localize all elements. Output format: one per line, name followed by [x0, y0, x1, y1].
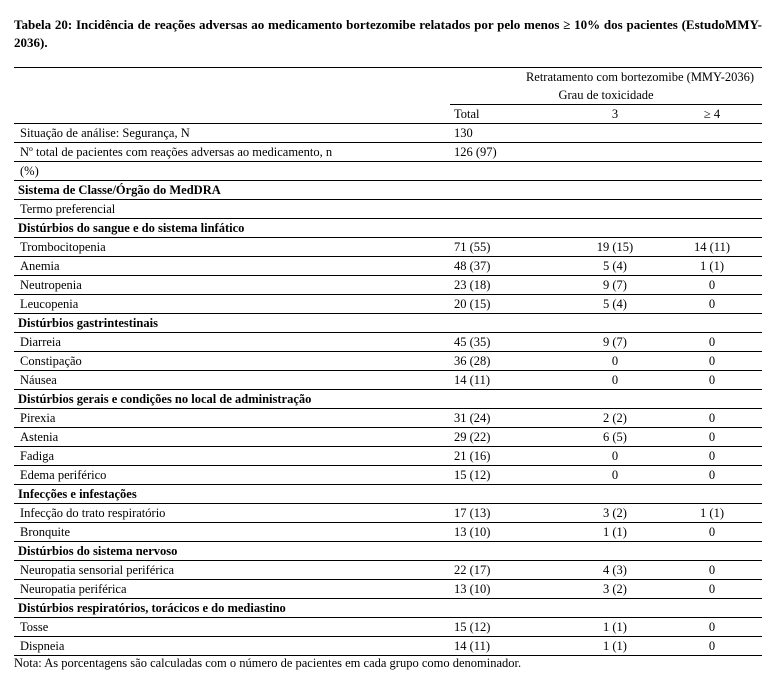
cell-grade-4: 0	[662, 561, 762, 580]
cell-total	[450, 200, 568, 219]
cell-grade-3: 0	[568, 447, 662, 466]
cell-grade-4: 0	[662, 580, 762, 599]
cell-grade-3	[568, 599, 662, 618]
row-label: Astenia	[14, 428, 450, 447]
cell-total: 31 (24)	[450, 409, 568, 428]
cell-grade-3: 0	[568, 466, 662, 485]
cell-grade-4: 0	[662, 352, 762, 371]
cell-grade-4: 1 (1)	[662, 257, 762, 276]
row-label: Trombocitopenia	[14, 238, 450, 257]
cell-grade-4	[662, 219, 762, 238]
col-header-grade-3: 3	[568, 105, 662, 124]
cell-grade-4: 1 (1)	[662, 504, 762, 523]
cell-total: 14 (11)	[450, 371, 568, 390]
cell-grade-3: 5 (4)	[568, 257, 662, 276]
cell-grade-3: 5 (4)	[568, 295, 662, 314]
row-label: Nº total de pacientes com reações adversas ao medicamento, n	[14, 143, 450, 162]
cell-grade-3: 3 (2)	[568, 504, 662, 523]
section-heading: Distúrbios do sangue e do sistema linfático	[14, 219, 450, 238]
row-label: Situação de análise: Segurança, N	[14, 124, 450, 143]
cell-grade-3	[568, 314, 662, 333]
cell-total: 15 (12)	[450, 618, 568, 637]
cell-grade-4	[662, 314, 762, 333]
cell-grade-3: 6 (5)	[568, 428, 662, 447]
cell-grade-3	[568, 485, 662, 504]
cell-total: 13 (10)	[450, 523, 568, 542]
cell-grade-3: 3 (2)	[568, 580, 662, 599]
cell-grade-4	[662, 542, 762, 561]
cell-total: 21 (16)	[450, 447, 568, 466]
cell-grade-4	[662, 162, 762, 181]
cell-grade-3: 0	[568, 352, 662, 371]
adverse-reactions-table	[14, 67, 762, 656]
cell-grade-4	[662, 390, 762, 409]
cell-total	[450, 542, 568, 561]
cell-total: 17 (13)	[450, 504, 568, 523]
cell-grade-3: 19 (15)	[568, 238, 662, 257]
section-heading: Distúrbios gastrintestinais	[14, 314, 450, 333]
cell-total: 126 (97)	[450, 143, 568, 162]
cell-grade-4	[662, 181, 762, 200]
cell-total: 48 (37)	[450, 257, 568, 276]
cell-grade-3: 9 (7)	[568, 276, 662, 295]
cell-grade-3	[568, 390, 662, 409]
cell-total: 71 (55)	[450, 238, 568, 257]
row-label: Diarreia	[14, 333, 450, 352]
cell-total: 20 (15)	[450, 295, 568, 314]
row-label: Náusea	[14, 371, 450, 390]
cell-grade-3: 9 (7)	[568, 333, 662, 352]
cell-grade-3	[568, 124, 662, 143]
row-label: Leucopenia	[14, 295, 450, 314]
cell-grade-3	[568, 219, 662, 238]
row-label: Fadiga	[14, 447, 450, 466]
cell-total	[450, 390, 568, 409]
cell-grade-4: 0	[662, 276, 762, 295]
section-heading: Distúrbios respiratórios, torácicos e do mediastino	[14, 599, 450, 618]
section-heading: Sistema de Classe/Órgão do MedDRA	[14, 181, 450, 200]
cell-total: 22 (17)	[450, 561, 568, 580]
cell-total: 130	[450, 124, 568, 143]
cell-grade-4: 0	[662, 618, 762, 637]
row-label: Bronquite	[14, 523, 450, 542]
cell-grade-4: 14 (11)	[662, 238, 762, 257]
row-label: Pirexia	[14, 409, 450, 428]
cell-grade-4: 0	[662, 428, 762, 447]
cell-total: 15 (12)	[450, 466, 568, 485]
cell-total	[450, 485, 568, 504]
cell-grade-4: 0	[662, 466, 762, 485]
cell-grade-4	[662, 599, 762, 618]
cell-total: 13 (10)	[450, 580, 568, 599]
row-label: Neutropenia	[14, 276, 450, 295]
cell-total: 14 (11)	[450, 637, 568, 656]
row-label: Termo preferencial	[14, 200, 450, 219]
cell-grade-4	[662, 143, 762, 162]
section-heading: Distúrbios do sistema nervoso	[14, 542, 450, 561]
cell-grade-4: 0	[662, 295, 762, 314]
row-label: Edema periférico	[14, 466, 450, 485]
section-heading: Infecções e infestações	[14, 485, 450, 504]
cell-grade-4: 0	[662, 637, 762, 656]
cell-total: 36 (28)	[450, 352, 568, 371]
cell-grade-3: 2 (2)	[568, 409, 662, 428]
cell-total	[450, 181, 568, 200]
row-label: Neuropatia sensorial periférica	[14, 561, 450, 580]
cell-total: 45 (35)	[450, 333, 568, 352]
row-label: Dispneia	[14, 637, 450, 656]
cell-total	[450, 219, 568, 238]
cell-grade-3: 1 (1)	[568, 618, 662, 637]
cell-grade-4: 0	[662, 371, 762, 390]
cell-grade-3	[568, 162, 662, 181]
subgroup-header: Grau de toxicidade	[450, 86, 762, 105]
cell-grade-3: 0	[568, 371, 662, 390]
cell-total: 29 (22)	[450, 428, 568, 447]
cell-grade-3: 4 (3)	[568, 561, 662, 580]
col-header-total: Total	[450, 105, 568, 124]
cell-total	[450, 314, 568, 333]
cell-total: 23 (18)	[450, 276, 568, 295]
cell-grade-3: 1 (1)	[568, 523, 662, 542]
cell-grade-3	[568, 181, 662, 200]
row-label: Neuropatia periférica	[14, 580, 450, 599]
cell-grade-3	[568, 200, 662, 219]
row-label: (%)	[14, 162, 450, 181]
row-label: Anemia	[14, 257, 450, 276]
section-heading: Distúrbios gerais e condições no local de administração	[14, 390, 450, 409]
cell-grade-4: 0	[662, 447, 762, 466]
cell-grade-4	[662, 124, 762, 143]
cell-grade-4: 0	[662, 333, 762, 352]
cell-grade-4	[662, 485, 762, 504]
cell-total	[450, 599, 568, 618]
cell-grade-4	[662, 200, 762, 219]
row-label: Infecção do trato respiratório	[14, 504, 450, 523]
row-label: Constipação	[14, 352, 450, 371]
table-caption: Tabela 20: Incidência de reações adversas ao medicamento bortezomibe relatados por pelo menos ≥ 10% dos pacientes (EstudoMMY-2036).	[14, 17, 762, 50]
cell-grade-3	[568, 143, 662, 162]
cell-grade-4: 0	[662, 523, 762, 542]
cell-grade-3: 1 (1)	[568, 637, 662, 656]
cell-total	[450, 162, 568, 181]
table-note: Nota: As porcentagens são calculadas com o número de pacientes em cada grupo como denominador.	[14, 656, 522, 670]
row-label: Tosse	[14, 618, 450, 637]
cell-grade-4: 0	[662, 409, 762, 428]
group-header: Retratamento com bortezomibe (MMY-2036)	[450, 68, 762, 87]
col-header-grade-4: ≥ 4	[662, 105, 762, 124]
cell-grade-3	[568, 542, 662, 561]
